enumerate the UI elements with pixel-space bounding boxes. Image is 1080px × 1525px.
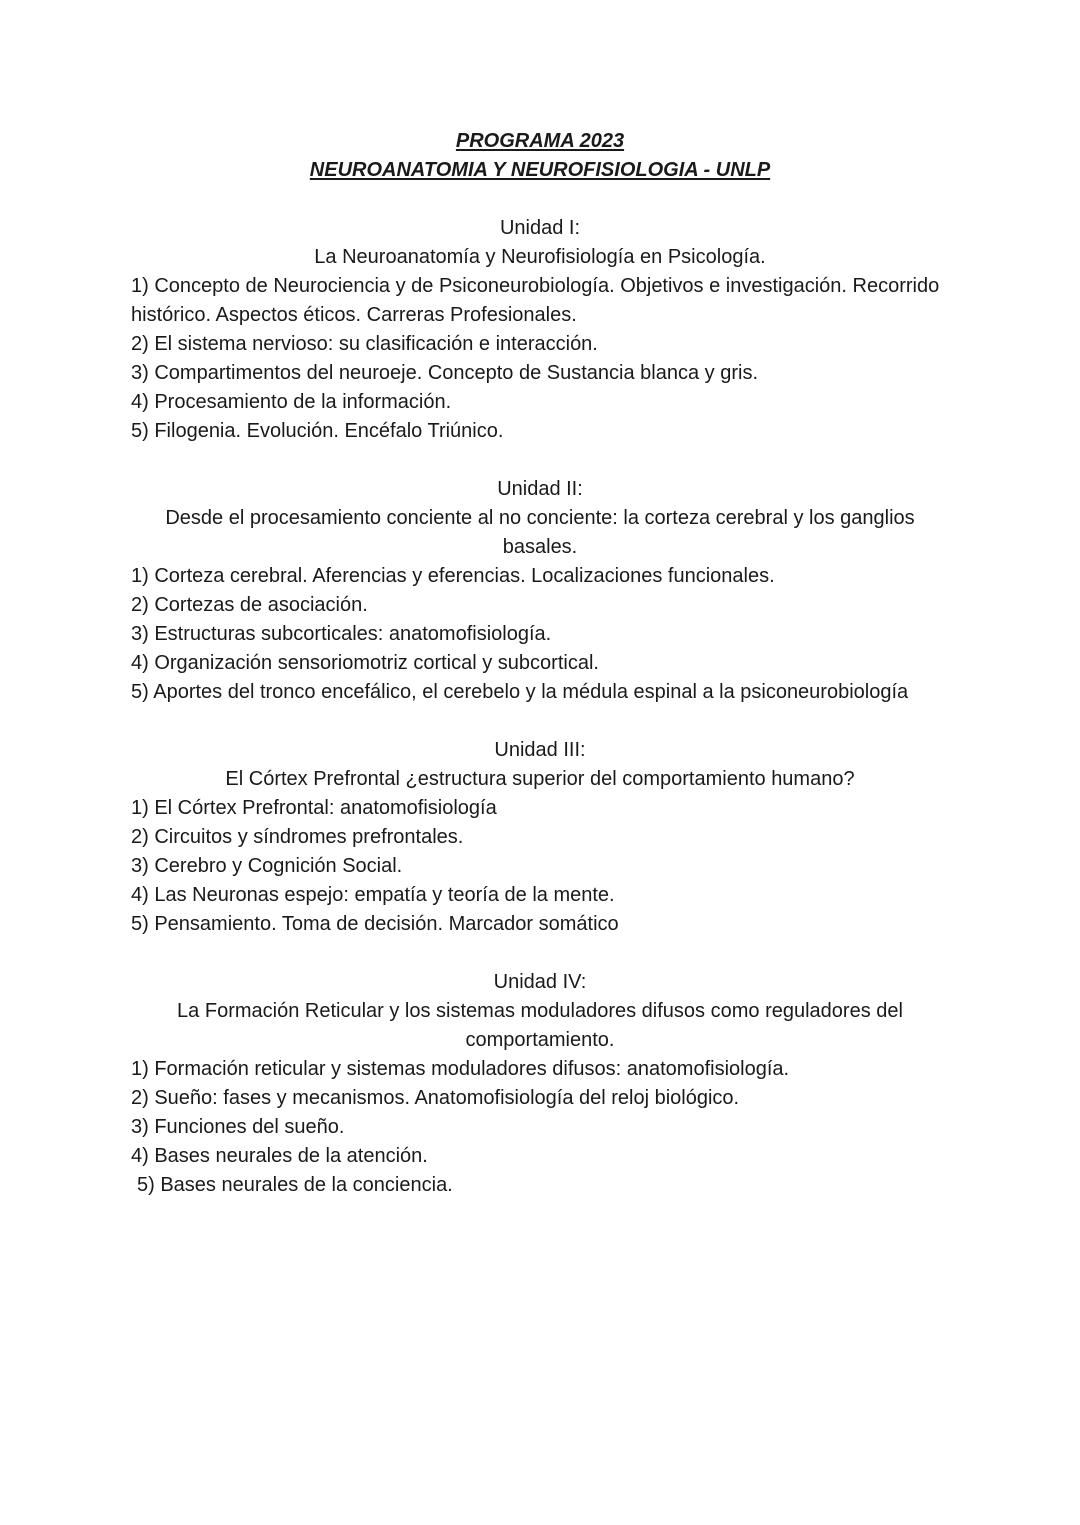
- unit-section: [131, 968, 949, 1200]
- unit-subtitle: La Formación Reticular y los sistemas moduladores difusos como reguladores del comportamiento.: [177, 1000, 903, 1051]
- unit-heading: Unidad IV:: [493, 971, 587, 993]
- unit-item: 4) Las Neuronas espejo: empatía y teoría de la mente.: [131, 884, 615, 906]
- unit-item: 2) Cortezas de asociación.: [131, 594, 368, 616]
- document-page: [131, 127, 949, 1200]
- unit-subtitle: La Neuroanatomía y Neurofisiología en Psicología.: [314, 246, 766, 268]
- unit-section: [131, 475, 949, 707]
- unit-heading: Unidad I:: [499, 217, 581, 239]
- unit-item: 3) Funciones del sueño.: [131, 1116, 345, 1138]
- unit-heading: Unidad III:: [494, 739, 586, 761]
- unit-item: 1) El Córtex Prefrontal: anatomofisiología: [131, 797, 497, 819]
- document-title: PROGRAMA 2023: [455, 130, 625, 152]
- unit-item: 4) Bases neurales de la atención.: [131, 1145, 428, 1167]
- unit-item: 5) Filogenia. Evolución. Encéfalo Triúnico.: [131, 420, 504, 442]
- unit-item: 1) Concepto de Neurociencia y de Psiconeurobiología. Objetivos e investigación. Recorrido histórico. Aspectos éticos. Carreras Profesionales.: [131, 275, 940, 326]
- unit-item: 3) Cerebro y Cognición Social.: [131, 855, 403, 877]
- unit-subtitle: Desde el procesamiento conciente al no conciente: la corteza cerebral y los ganglios basales.: [165, 507, 915, 558]
- unit-item: 2) El sistema nervioso: su clasificación e interacción.: [131, 333, 598, 355]
- unit-subtitle: El Córtex Prefrontal ¿estructura superior del comportamiento humano?: [225, 768, 855, 790]
- unit-item: 4) Organización sensoriomotriz cortical y subcortical.: [131, 652, 599, 674]
- unit-heading: Unidad II:: [497, 478, 583, 500]
- unit-item: 3) Compartimentos del neuroeje. Concepto de Sustancia blanca y gris.: [131, 362, 759, 384]
- unit-item: 2) Circuitos y síndromes prefrontales.: [131, 826, 464, 848]
- unit-item: 3) Estructuras subcorticales: anatomofisiología.: [131, 623, 552, 645]
- unit-section: [131, 214, 949, 446]
- unit-item: 2) Sueño: fases y mecanismos. Anatomofisiología del reloj biológico.: [131, 1087, 740, 1109]
- unit-item: 5) Aportes del tronco encefálico, el cerebelo y la médula espinal a la psiconeurobiología: [131, 681, 909, 703]
- unit-item: 5) Pensamiento. Toma de decisión. Marcador somático: [131, 913, 619, 935]
- unit-item: 1) Formación reticular y sistemas moduladores difusos: anatomofisiología.: [131, 1058, 790, 1080]
- document-subtitle: NEUROANATOMIA Y NEUROFISIOLOGIA - UNLP: [309, 159, 771, 181]
- unit-section: [131, 736, 949, 939]
- unit-item: 5) Bases neurales de la conciencia.: [137, 1174, 453, 1196]
- unit-item: 1) Corteza cerebral. Aferencias y eferencias. Localizaciones funcionales.: [131, 565, 775, 587]
- unit-item: 4) Procesamiento de la información.: [131, 391, 452, 413]
